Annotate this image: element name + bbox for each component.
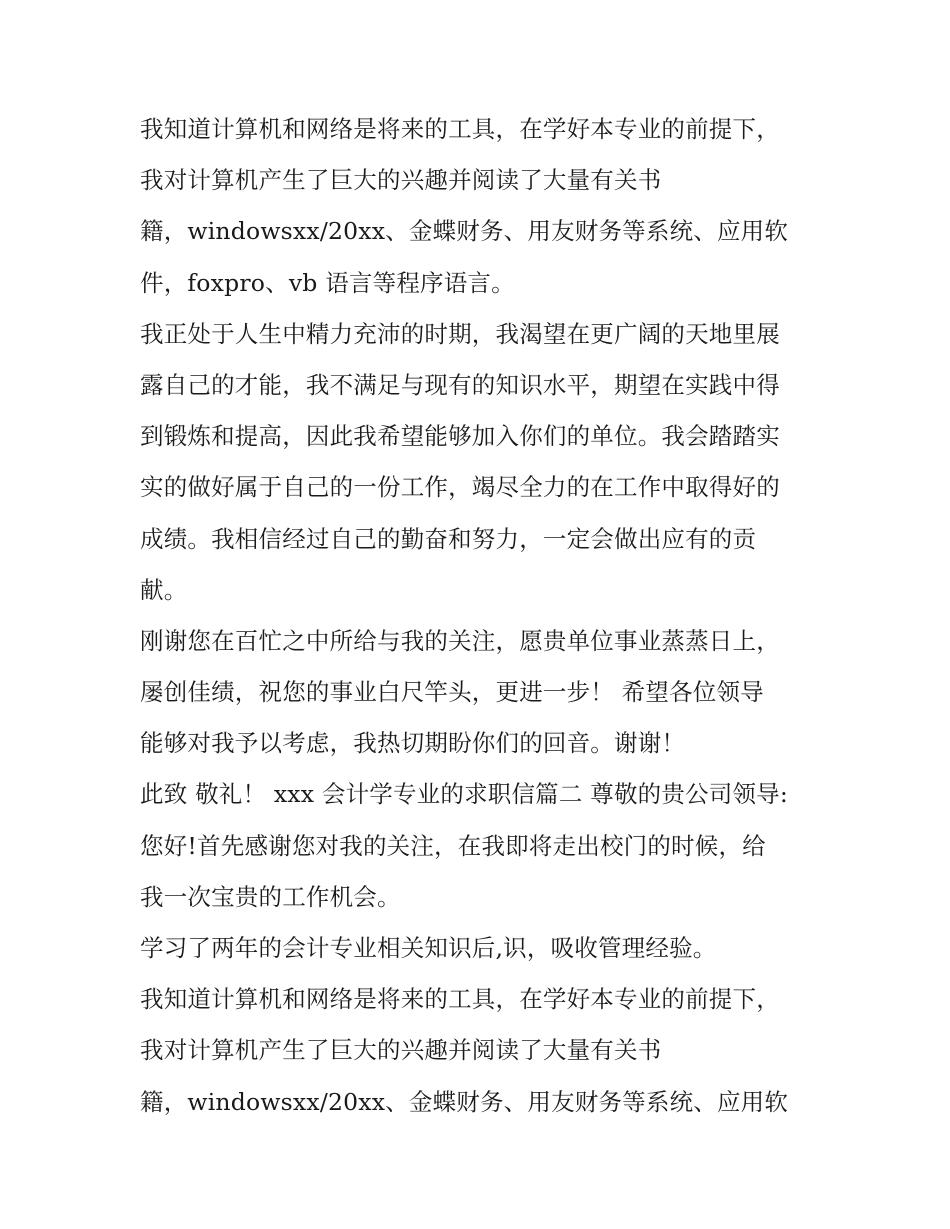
text-line: 成绩。我相信经过自己的勤奋和努力，一定会做出应有的贡 [140,524,757,553]
text-line: 露自己的才能，我不满足与现有的知识水平，期望在实践中得 [140,370,780,399]
text-line: 我正处于人生中精力充沛的时期，我渴望在更广阔的天地里展 [140,319,780,348]
text-line: 到锻炼和提高，因此我希望能够加入你们的单位。我会踏踏实 [140,422,780,451]
document-body [140,104,820,1128]
text-line: 籍，windowsxx/20xx、金蝶财务、用友财务等系统、应用软 [140,1087,789,1116]
text-line: 实的做好属于自己的一份工作，竭尽全力的在工作中取得好的 [140,473,780,502]
text-line: 学习了两年的会计专业相关知识后,识，吸收管理经验。 [140,934,717,962]
text-line: 我知道计算机和网络是将来的工具，在学好本专业的前提下， [140,985,780,1014]
text-line: 献。 [140,575,188,604]
text-line: 件，foxpro、vb 语言等程序语言。 [140,268,515,297]
text-line: 籍，windowsxx/20xx、金蝶财务、用友财务等系统、应用软 [140,217,789,246]
text-line: 我一次宝贵的工作机会。 [140,882,401,911]
text-line: 刚谢您在百忙之中所给与我的关注，愿贵单位事业蒸蒸日上， [140,626,780,655]
text-line: 此致 敬礼！ xxx 会计学专业的求职信篇二 尊敬的贵公司领导: [140,780,788,809]
text-line: 您好!首先感谢您对我的关注，在我即将走出校门的时候，给 [140,831,766,860]
text-line: 我知道计算机和网络是将来的工具，在学好本专业的前提下， [140,115,780,143]
text-line: 屡创佳绩，祝您的事业白尺竿头，更进一步！ 希望各位领导 [140,678,764,707]
text-line: 能够对我予以考虑，我热切期盼你们的回音。谢谢！ [140,729,686,758]
text-line: 我对计算机产生了巨大的兴趣并阅读了大量有关书 [140,1036,662,1065]
text-line: 我对计算机产生了巨大的兴趣并阅读了大量有关书 [140,166,662,195]
